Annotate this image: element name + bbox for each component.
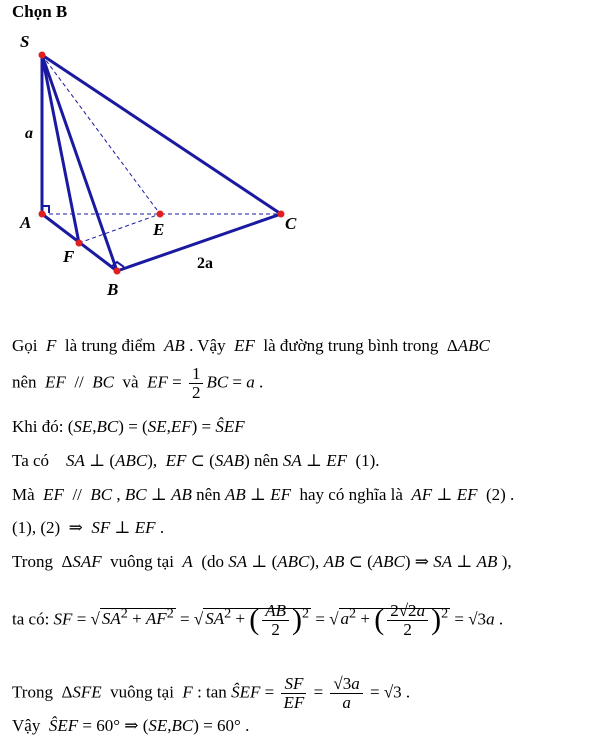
- text-line-10: Vậy ŜEF = 60° ⇒ (SE,BC) = 60° .: [12, 716, 250, 735]
- point-B-dot: [114, 268, 121, 275]
- edge-SE-dashed: [42, 55, 160, 214]
- point-E-dot: [157, 211, 164, 218]
- text-line-2: nên EF // BC và EF = $\frac{1}{2}$ BC = a .: [12, 364, 264, 402]
- label-edge-a: a: [25, 125, 33, 142]
- text-line-3: Khi đó: (SE,BC) = (SE,EF) = ŜEF: [12, 417, 245, 436]
- point-F-dot: [76, 240, 83, 247]
- text-line-4: Ta có SA ⊥ (ABC), EF ⊂ (SAB) nên SA ⊥ EF (1).: [12, 451, 380, 470]
- text-line-7: Trong ΔSAF vuông tại A (do SA ⊥ (ABC), AB ⊂ (ABC) ⇒ SA ⊥ AB ),: [12, 552, 512, 571]
- text-line-9: Trong ΔSFE vuông tại F : tan ŜEF = $\frac{SF}{EF}$ = $\frac{√3a}{a}$ = √3 .: [12, 674, 411, 712]
- text-line-6: (1), (2) ⇒ SF ⊥ EF .: [12, 518, 165, 537]
- label-E: E: [153, 220, 165, 239]
- point-S-dot: [39, 52, 46, 59]
- label-B: B: [107, 280, 119, 299]
- text-line-5: Mà EF // BC , BC ⊥ AB nên AB ⊥ EF hay có nghĩa là AF ⊥ EF (2) .: [12, 485, 515, 504]
- label-C: C: [285, 214, 297, 233]
- point-C-dot: [278, 211, 285, 218]
- label-A: A: [20, 213, 32, 232]
- text-line-1: Gọi F là trung điểm AB . Vậy EF là đường trung bình trong ΔABC: [12, 336, 490, 355]
- label-F: F: [63, 247, 75, 266]
- edge-FE-dashed: [79, 214, 160, 243]
- text-line-8: ta có: SF = √ $SA^2 + AF^2$ = √ $SA^2$ + ( $\frac{AB}{2}$ )$^2$ = √ $a^2$ + ( $\frac{2√2a}{2}$ )$^2$ = √3a .: [12, 601, 504, 639]
- edge-SC: [42, 55, 281, 214]
- label-edge-2a: 2a: [197, 255, 213, 272]
- pyramid-figure: [0, 0, 601, 300]
- point-A-dot: [39, 211, 46, 218]
- answer-header: Chọn B: [12, 2, 68, 21]
- label-S: S: [20, 32, 30, 51]
